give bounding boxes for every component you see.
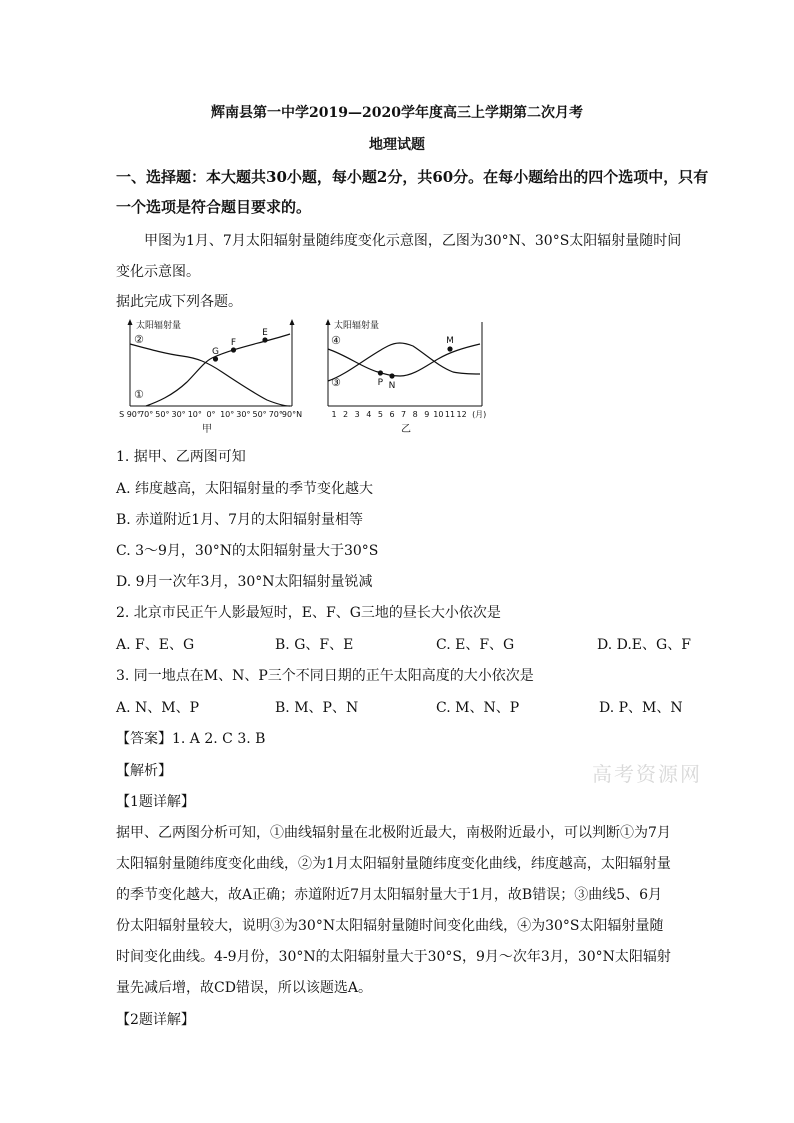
q1-detail-line1: 据甲、乙两图分析可知，①曲线辐射量在北极附近最大，南极附近最小，可以判断①为7月 <box>116 825 671 841</box>
answer-line: 【答案】1. A 2. C 3. B <box>116 731 266 747</box>
q1-option-c: C. 3～9月，30°N的太阳辐射量大于30°S <box>116 543 379 559</box>
jia-x-tick: 50° <box>155 410 170 419</box>
jia-point-e <box>262 337 267 342</box>
q1-option-a: A. 纬度越高，太阳辐射量的季节变化越大 <box>116 481 374 497</box>
q1-option-b: B. 赤道附近1月、7月的太阳辐射量相等 <box>116 512 364 528</box>
jia-x-tick: 70° <box>268 410 283 419</box>
jia-curve1-label: ① <box>134 388 144 401</box>
jia-x-tick: 0° <box>206 410 216 419</box>
jia-point-f <box>231 347 236 352</box>
jia-x-tick: 30° <box>171 410 186 419</box>
yi-point-label: P <box>377 378 384 388</box>
yi-curve-3 <box>328 344 480 376</box>
jia-x-tick: 30° <box>236 410 251 419</box>
yi-x-tick: 1 <box>331 410 337 419</box>
jia-x-tick: 90°N <box>281 410 303 419</box>
jia-point-g <box>213 356 218 361</box>
q2-option-a: A. F、E、G <box>116 637 195 653</box>
jia-caption: 甲 <box>202 424 212 435</box>
figure-yi <box>318 316 514 440</box>
jia-x-tick: 10° <box>187 410 202 419</box>
jia-x-tick: 50° <box>252 410 267 419</box>
yi-x-tick: 12 <box>456 410 467 419</box>
q1-option-d: D. 9月一次年3月，30°N太阳辐射量锐减 <box>116 574 373 590</box>
q2-option-c: C. E、F、G <box>436 637 515 653</box>
yi-x-tick: 8 <box>412 410 418 419</box>
intro-line2: 变化示意图。 <box>116 264 200 280</box>
q3-option-d: D. P、M、N <box>599 700 683 716</box>
yi-x-tick: 7 <box>401 410 407 419</box>
page-title: 辉南县第一中学2019—2020学年度高三上学期第二次月考 <box>211 105 583 121</box>
yi-x-tick: 5 <box>377 410 383 419</box>
yi-curve4-label: ④ <box>331 334 341 347</box>
jia-x-tick: 10° <box>220 410 235 419</box>
yi-point-label: N <box>388 381 396 391</box>
q2-option-b: B. G、F、E <box>275 637 354 653</box>
yi-ylabel: 太阳辐射量 <box>334 321 380 331</box>
q2-stem: 2. 北京市民正午人影最短时，E、F、G三地的昼长大小依次是 <box>116 605 501 621</box>
section-heading-line1: 一、选择题：本大题共30小题，每小题2分，共60分。在每小题给出的四个选项中，只有 <box>116 168 709 186</box>
q1-detail-line6: 量先减后增，故CD错误，所以该题选A。 <box>116 980 373 996</box>
yi-point-label: M <box>446 336 454 346</box>
q1-detail-line5: 时间变化曲线。4-9月份，30°N的太阳辐射量大于30°S，9月～次年3月，30°N太阳辐射 <box>116 949 671 965</box>
q1-detail-line3: 的季节变化越大，故A正确；赤道附近7月太阳辐射量大于1月，故B错误；③曲线5、6月 <box>116 887 663 903</box>
yi-point-p <box>378 370 383 375</box>
q3-option-c: C. M、N、P <box>436 700 520 716</box>
q3-stem: 3. 同一地点在M、N、P三个不同日期的正午太阳高度的大小依次是 <box>116 668 534 684</box>
q2-detail-label: 【2题详解】 <box>116 1012 195 1028</box>
intro-line3: 据此完成下列各题。 <box>116 294 242 310</box>
yi-x-tick: 11 <box>444 410 456 419</box>
q1-stem: 1. 据甲、乙两图可知 <box>116 449 246 465</box>
q3-option-b: B. M、P、N <box>275 700 359 716</box>
yi-x-tick: (月) <box>472 410 487 419</box>
figure-jia <box>112 316 308 440</box>
analysis-label: 【解析】 <box>116 763 172 779</box>
yi-x-tick: 2 <box>343 410 349 419</box>
jia-x-tick: S 90° <box>119 410 141 419</box>
watermark: 高考资源网 <box>592 762 702 786</box>
jia-point-label: E <box>262 328 268 338</box>
q2-option-d: D. D.E、G、F <box>597 637 691 653</box>
page-subtitle: 地理试题 <box>369 137 425 153</box>
yi-x-tick: 6 <box>389 410 395 419</box>
yi-x-tick: 9 <box>424 410 430 419</box>
q1-detail-line4: 份太阳辐射量较大，说明③为30°N太阳辐射量随时间变化曲线，④为30°S太阳辐射量随 <box>116 918 664 934</box>
yi-x-tick: 10 <box>433 410 444 419</box>
q1-detail-line2: 太阳辐射量随纬度变化曲线，②为1月太阳辐射量随纬度变化曲线，纬度越高，太阳辐射量 <box>116 856 671 872</box>
jia-curve2-label: ② <box>134 333 144 346</box>
section-heading-line2: 一个选项是符合题目要求的。 <box>116 198 312 216</box>
q1-detail-label: 【1题详解】 <box>116 794 195 810</box>
jia-point-label: G <box>212 347 219 357</box>
yi-curve3-label: ③ <box>331 376 341 389</box>
jia-curve-2 <box>130 344 290 406</box>
intro-line1: 甲图为1月、7月太阳辐射量随纬度变化示意图，乙图为30°N、30°S太阳辐射量随时间 <box>144 233 682 249</box>
yi-x-tick: 4 <box>366 410 372 419</box>
q3-option-a: A. N、M、P <box>116 700 200 716</box>
yi-point-n <box>389 373 394 378</box>
yi-caption: 乙 <box>401 424 411 435</box>
yi-point-m <box>447 346 452 351</box>
yi-x-tick: 3 <box>354 410 360 419</box>
jia-ylabel: 太阳辐射量 <box>136 321 182 331</box>
jia-x-tick: 70° <box>139 410 154 419</box>
jia-point-label: F <box>230 338 237 348</box>
